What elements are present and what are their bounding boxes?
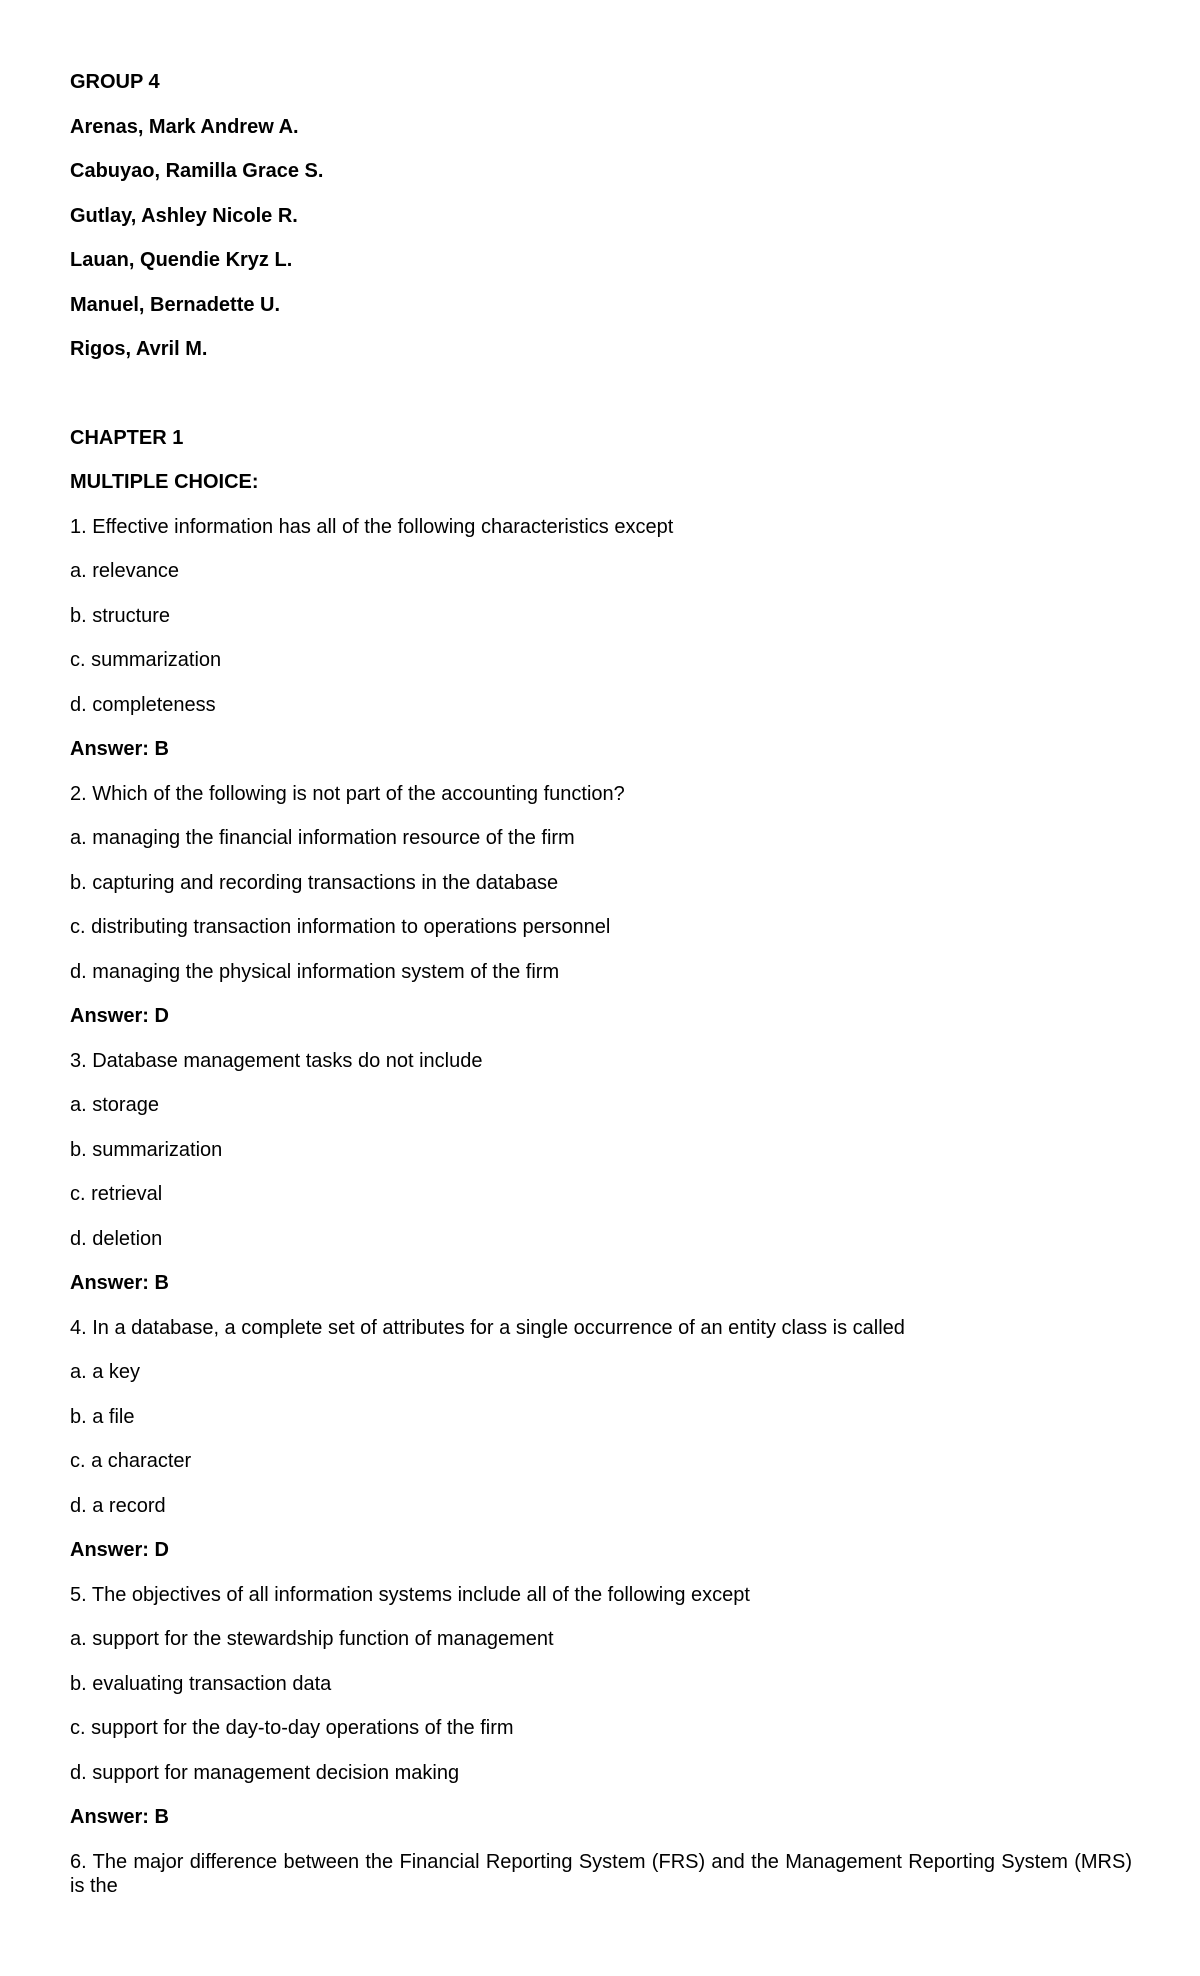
group-member: Arenas, Mark Andrew A. (70, 115, 299, 138)
answer-option: a. support for the stewardship function of management (70, 1628, 554, 1650)
question-1 (70, 515, 1132, 762)
answer-option: b. capturing and recording transactions in the database (70, 871, 559, 894)
question-4 (70, 1316, 1132, 1563)
group-block (70, 70, 1132, 361)
answer-option: b. structure (70, 604, 171, 627)
answer-option: d. support for management decision making (70, 1761, 460, 1784)
answer-key: Answer: B (70, 738, 169, 760)
answer-key: Answer: B (70, 1272, 169, 1294)
question-text: 5. The objectives of all information systems include all of the following except (70, 1583, 750, 1606)
question-text: 4. In a database, a complete set of attributes for a single occurrence of an entity class is called (70, 1316, 905, 1339)
answer-option: d. deletion (70, 1227, 163, 1250)
chapter-title: CHAPTER 1 (70, 426, 184, 449)
answer-option: b. summarization (70, 1138, 223, 1161)
answer-option: b. a file (70, 1405, 135, 1428)
section-heading: MULTIPLE CHOICE: (70, 471, 259, 493)
group-title: GROUP 4 (70, 71, 160, 93)
answer-option: d. a record (70, 1494, 166, 1517)
answer-option: a. storage (70, 1094, 159, 1116)
question-text: 6. The major difference between the Financial Reporting System (FRS) and the Management Reporting System (MRS) is the (70, 1850, 1132, 1897)
group-member: Lauan, Quendie Kryz L. (70, 249, 293, 271)
answer-option: b. evaluating transaction data (70, 1672, 332, 1695)
answer-option: a. managing the financial information resource of the firm (70, 827, 575, 849)
answer-key: Answer: D (70, 1005, 169, 1027)
answer-key: Answer: D (70, 1539, 169, 1561)
group-member: Cabuyao, Ramilla Grace S. (70, 160, 324, 182)
question-text: 3. Database management tasks do not include (70, 1049, 483, 1072)
group-member: Gutlay, Ashley Nicole R. (70, 204, 298, 227)
answer-option: d. completeness (70, 693, 216, 716)
question-5 (70, 1583, 1132, 1830)
question-2 (70, 782, 1132, 1029)
answer-option: c. distributing transaction information to operations personnel (70, 916, 611, 938)
answer-option: c. a character (70, 1450, 192, 1472)
answer-option: a. a key (70, 1361, 141, 1383)
group-member: Manuel, Bernadette U. (70, 293, 281, 316)
document-page (70, 70, 1132, 1918)
question-text: 2. Which of the following is not part of the accounting function? (70, 782, 625, 805)
answer-option: c. support for the day-to-day operations of the firm (70, 1717, 514, 1739)
question-3 (70, 1049, 1132, 1296)
section-spacer (70, 361, 1132, 405)
answer-key: Answer: B (70, 1806, 169, 1828)
answer-option: c. summarization (70, 649, 222, 671)
answer-option: c. retrieval (70, 1183, 163, 1205)
question-text: 1. Effective information has all of the following characteristics except (70, 515, 674, 538)
answer-option: d. managing the physical information system of the firm (70, 960, 560, 983)
question-6 (70, 1850, 1132, 1898)
answer-option: a. relevance (70, 560, 179, 582)
group-member: Rigos, Avril M. (70, 338, 208, 360)
